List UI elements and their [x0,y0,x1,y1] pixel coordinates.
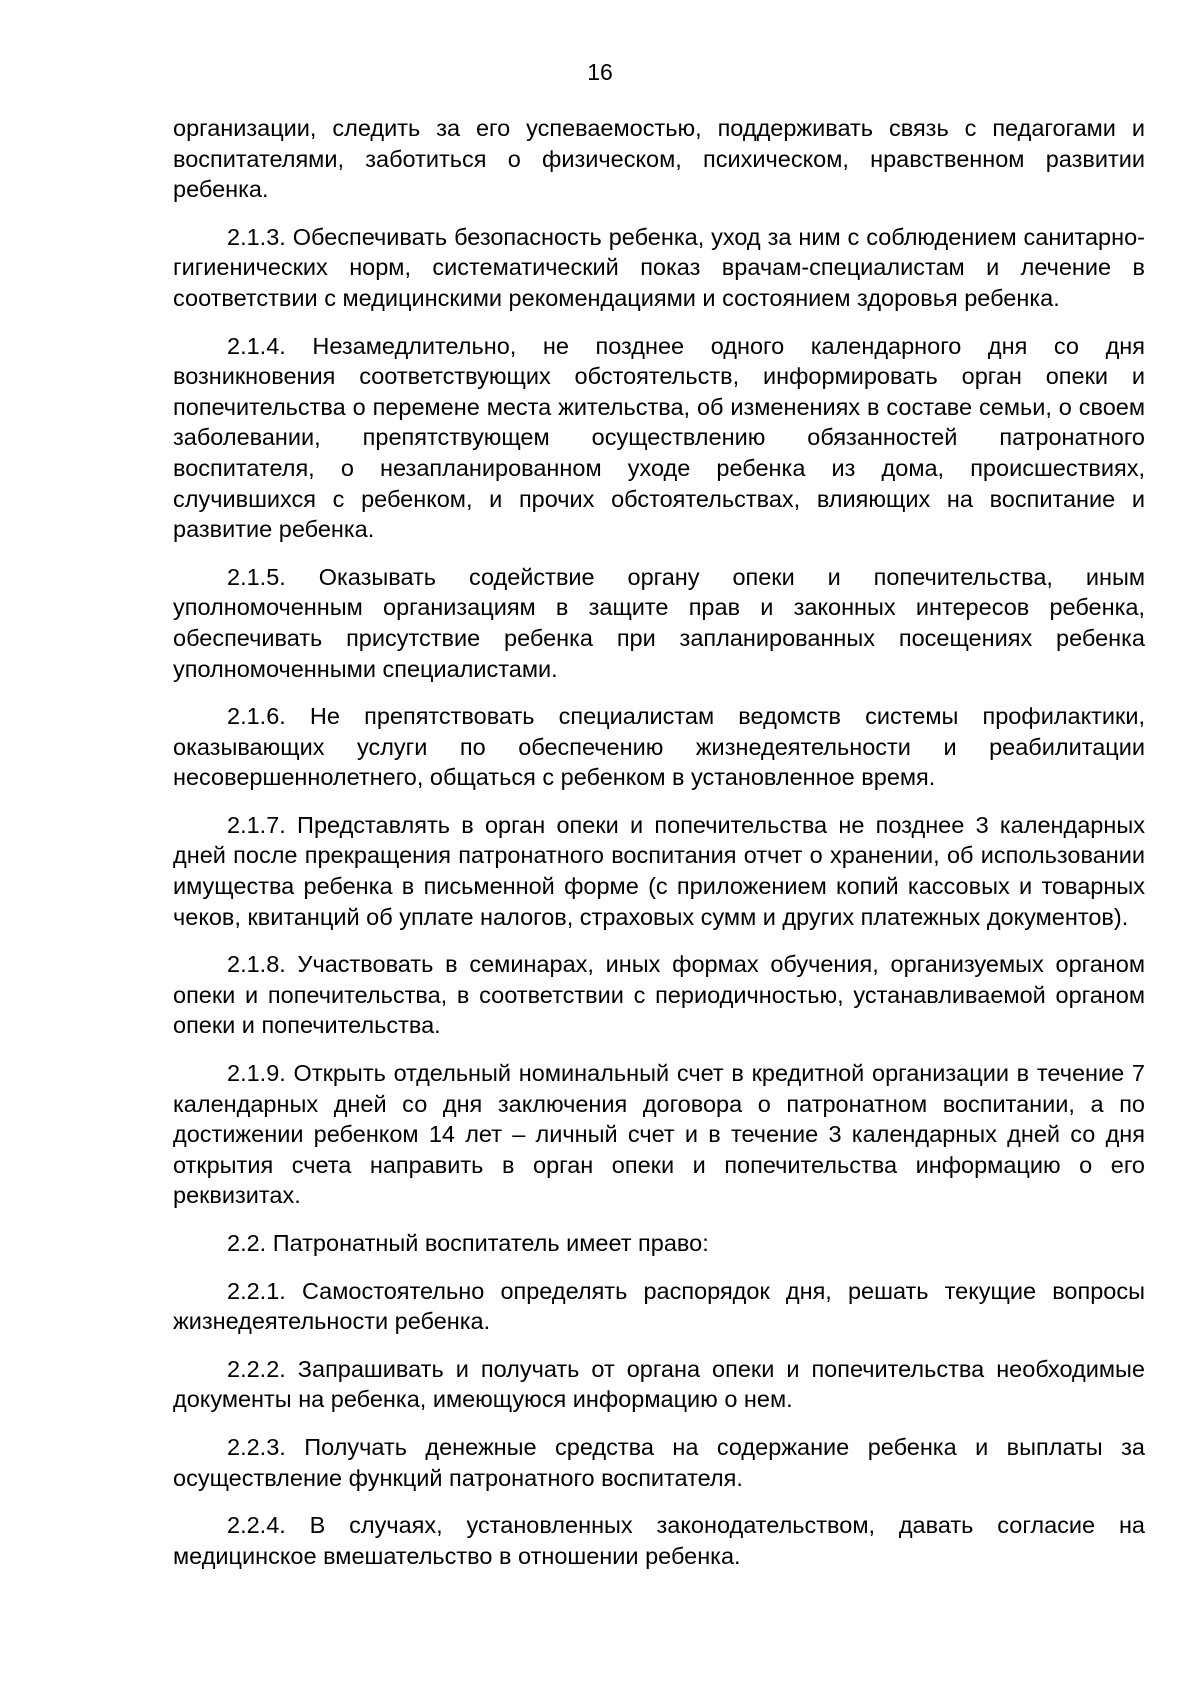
page-number: 16 [587,59,613,85]
document-body [173,113,1145,1588]
paragraph-2-1-9: 2.1.9. Открыть отдельный номинальный счет в кредитной организации в течение 7 календарных дней со дня заключения договора о патронатном воспитании, а по достижении ребенком 14 лет – личный счет и в течение 3 календарных дней со дня открытия счета направить в орган опеки и попечительства информацию о его реквизитах. [173,1060,1145,1209]
paragraph-2-2: 2.2. Патронатный воспитатель имеет право: [227,1230,709,1256]
paragraph-2-2-4: 2.2.4. В случаях, установленных законодательством, давать согласие на медицинское вмешательство в отношении ребенка. [173,1512,1145,1569]
paragraph-2-1-8: 2.1.8. Участвовать в семинарах, иных формах обучения, организуемых органом опеки и попечительства, в соответствии с периодичностью, устанавливаемой органом опеки и попечительства. [173,951,1145,1039]
paragraph-2-2-2: 2.2.2. Запрашивать и получать от органа опеки и попечительства необходимые документы на ребенка, имеющуюся информацию о нем. [173,1355,1145,1413]
paragraph-2-1-5: 2.1.5. Оказывать содействие органу опеки и попечительства, иным уполномоченным организациям в защите прав и законных интересов ребенка, обеспечивать присутствие ребенка при запланированных посещениях ребенка уполномоченными специалистами. [173,563,1145,682]
paragraph-2-2-3: 2.2.3. Получать денежные средства на содержание ребенка и выплаты за осуществление функций патронатного воспитателя. [173,1433,1145,1491]
paragraph-2-1-6: 2.1.6. Не препятствовать специалистам ведомств системы профилактики, оказывающих услуги по обеспечению жизнедеятельности и реабилитации несовершеннолетнего, общаться с ребенком в установленное время. [173,703,1145,791]
paragraph-continuation: организации, следить за его успеваемостью, поддерживать связь с педагогами и воспитателями, заботиться о физическом, психическом, нравственном развитии ребенка. [173,115,1145,203]
paragraph-2-1-3: 2.1.3. Обеспечивать безопасность ребенка, уход за ним с соблюдением санитарно-гигиенических норм, систематический показ врачам-специалистам и лечение в соответствии с медицинскими рекомендациями и состоянием здоровья ребенка. [173,223,1145,311]
paragraph-2-1-7: 2.1.7. Представлять в орган опеки и попечительства не позднее 3 календарных дней после прекращения патронатного воспитания отчет о хранении, об использовании имущества ребенка в письменной форме (с приложением копий кассовых и товарных чеков, квитанций об уплате налогов, страховых сумм и других платежных документов). [173,811,1145,930]
paragraph-2-1-4: 2.1.4. Незамедлительно, не позднее одного календарного дня со дня возникновения соответствующих обстоятельств, информировать орган опеки и попечительства о перемене места жительства, об изменениях в составе семьи, о своем заболевании, препятствующем осуществлению обязанностей патронатного воспитателя, о незапланированном уходе ребенка из дома, происшествиях, случившихся с ребенком, и прочих обстоятельствах, влияющих на воспитание и развитие ребенка. [173,332,1145,543]
paragraph-2-2-1: 2.2.1. Самостоятельно определять распорядок дня, решать текущие вопросы жизнедеятельности ребенка. [173,1277,1145,1335]
